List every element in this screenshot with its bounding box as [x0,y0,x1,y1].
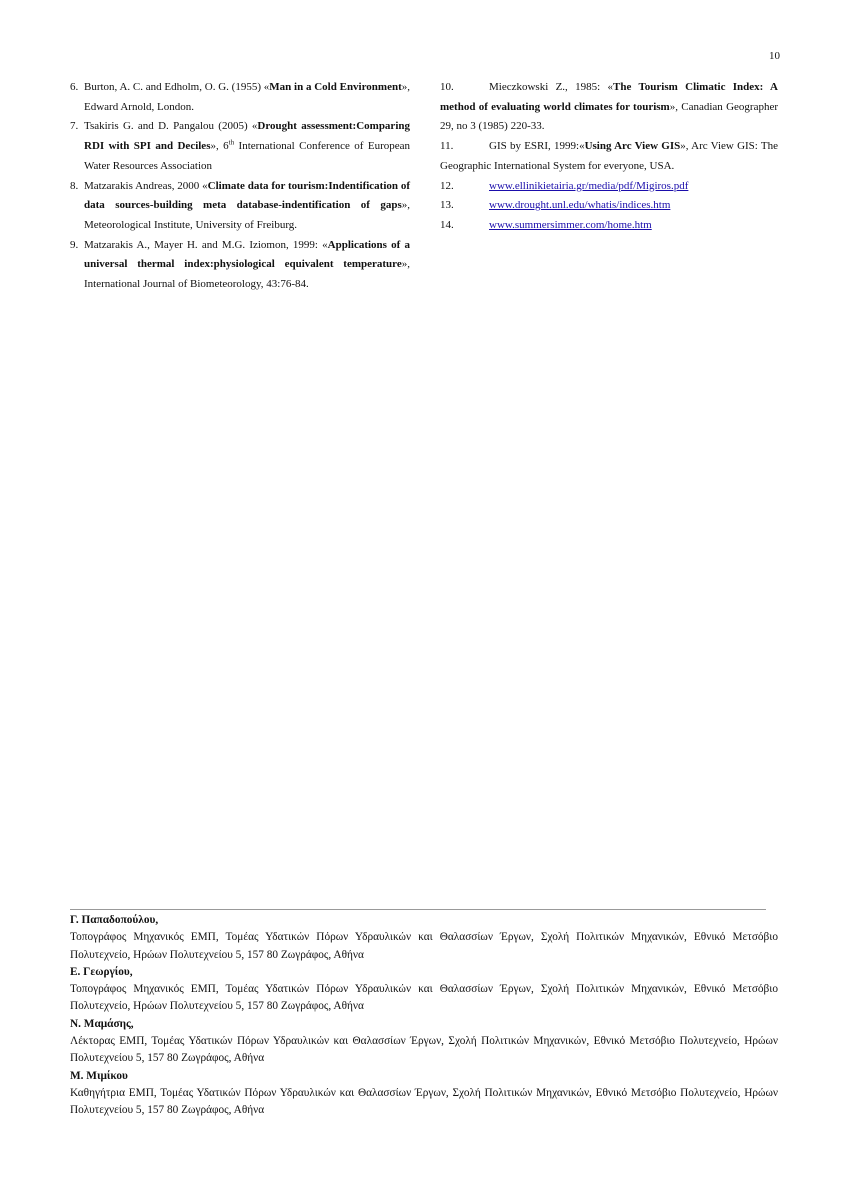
reference-item [70,117,410,176]
reference-item [440,196,778,216]
references-left-column [70,78,410,295]
reference-title: Applications of a universal thermal index:physiological equivalent temperature [84,238,410,271]
reference-item [70,177,410,236]
author-affiliation: Τοπογράφος Μηχανικός ΕΜΠ, Τομέας Υδατικών Πόρων Υδραυλικών και Θαλασσίων Έργων, Σχολή Πολιτικών Μηχανικών, Εθνικό Μετσόβιο Πολυτεχνείο, Ηρώων Πολυτεχνείου 5, 157 80 Ζωγράφος, Αθήνα [70,931,778,961]
reference-text: », Canadian Geographer 29, no 3 (1985) 220-33. [440,100,778,133]
reference-text: GIS by ESRI, 1999:« [489,140,585,153]
reference-title: Using Arc View GIS [584,140,681,153]
reference-title: The Tourism Climatic Index: A method of evaluating world climates for tourism [440,81,778,113]
reference-number: 12. [440,179,454,192]
reference-number: 14. [440,218,454,231]
reference-item [70,236,410,295]
reference-text: », Meteorological Institute, University of Freiburg. [84,199,410,231]
reference-number: 8. [70,179,79,192]
author-affiliation: Καθηγήτρια ΕΜΠ, Τομέας Υδατικών Πόρων Υδραυλικών και Θαλασσίων Έργων, Σχολή Πολιτικών Μηχανικών, Εθνικό Μετσόβιο Πολυτεχνείο, Ηρώων Πολυτεχνείου 5, 157 80 Ζωγράφος, Αθήνα [70,1086,778,1117]
reference-item [440,177,778,197]
reference-text: Tsakiris G. and D. Pangalou (2005) « [84,120,258,133]
reference-text: Burton, A. C. and Edholm, O. G. (1955) « [84,81,270,93]
reference-number: 11. [440,140,454,153]
reference-text: Mieczkowski Z., 1985: « [489,81,614,93]
author-affiliation: Λέκτορας ΕΜΠ, Τομέας Υδατικών Πόρων Υδραυλικών και Θαλασσίων Έργων, Σχολή Πολιτικών Μηχανικών, Εθνικό Μετσόβιο Πολυτεχνείο, Ηρώων Πολυτεχνείου 5, 157 80 Ζωγράφος, Αθήνα [70,1035,778,1065]
reference-number: 9. [70,238,79,251]
reference-number: 10. [440,81,454,93]
author-affiliation: Τοπογράφος Μηχανικός ΕΜΠ, Τομέας Υδατικών Πόρων Υδραυλικών και Θαλασσίων Έργων, Σχολή Πολιτικών Μηχανικών, Εθνικό Μετσόβιο Πολυτεχνείο, Ηρώων Πολυτεχνείου 5, 157 80 Ζωγράφος, Αθήνα [70,983,778,1013]
reference-number: 6. [70,81,79,93]
reference-item [440,216,778,236]
author-name: Ε. Γεωργίου, [70,965,133,978]
reference-text: Matzarakis A., Mayer H. and M.G. Iziomon, 1999: « [84,238,328,251]
page-number: 10 [769,50,780,62]
reference-link[interactable]: www.drought.unl.edu/whatis/indices.htm [489,199,671,212]
superscript: th [228,138,235,147]
reference-text: », Edward Arnold, London. [84,81,410,113]
reference-number: 13. [440,199,454,212]
author-name: Γ. Παπαδοπούλου, [70,914,159,926]
reference-text: », 6 [210,140,229,153]
reference-link[interactable]: www.summersimmer.com/home.htm [489,218,652,231]
reference-text: », International Journal of Biometeorology, 43:76-84. [84,258,410,291]
reference-item [70,78,410,117]
references-right-column [440,78,778,236]
reference-title: Climate data for tourism:Indentification of data sources-building meta database-indentification of gaps [84,179,410,212]
reference-title: Drought assessment:Comparing RDI with SPI and Deciles [84,120,410,153]
author-name: Ν. Μαμάσης, [70,1017,134,1030]
reference-link[interactable]: www.ellinikietairia.gr/media/pdf/Migiros.pdf [489,179,689,192]
reference-number: 7. [70,120,79,133]
reference-text: Matzarakis Andreas, 2000 « [84,179,208,192]
reference-item [440,78,778,137]
reference-title: Man in a Cold Environment [269,81,402,93]
author-name: Μ. Μιμίκου [70,1069,128,1082]
footnote-divider [70,909,766,910]
reference-item [440,137,778,176]
author-affiliations [70,912,778,1120]
reference-text: International Conference of European Water Resources Association [84,140,410,172]
reference-text: », Arc View GIS: The Geographic International System for everyone, USA. [440,140,778,172]
